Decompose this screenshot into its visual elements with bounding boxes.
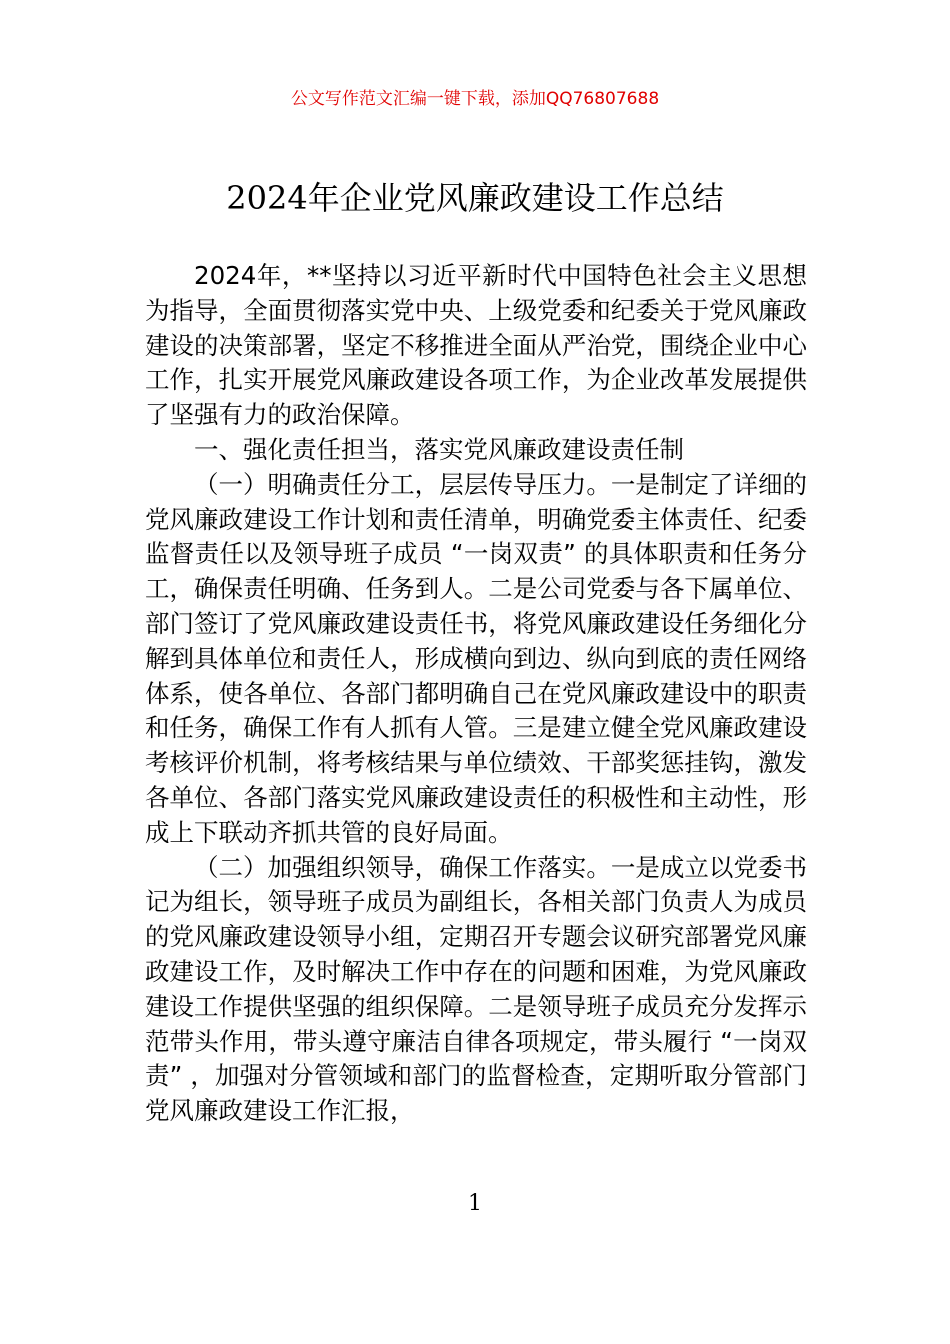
page-number: 1 <box>468 1191 482 1216</box>
document-body <box>145 259 807 1129</box>
page-title: 2024年企业党风廉政建设工作总结 <box>226 179 724 217</box>
body-paragraph: （二）加强组织领导，确保工作落实。一是成立以党委书记为组长，领导班子成员为副组长，各相关部门负责人为成员的党风廉政建设领导小组，定期召开专题会议研究部署党风廉政建设工作，及时解决工作中存在的问题和困难，为党风廉政建设工作提供坚强的组织保障。二是领导班子成员充分发挥示范带头作用，带头遵守廉洁自律各项规定，带头履行 “一岗双责” ，加强对分管领域和部门的监督检查，定期听取分管部门党风廉政建设工作汇报， <box>145 852 807 1126</box>
section-heading: 一、强化责任担当，落实党风廉政建设责任制 <box>194 434 684 464</box>
download-notice: 公文写作范文汇编一键下载，添加QQ76807688 <box>290 89 660 109</box>
intro-paragraph: 2024年，**坚持以习近平新时代中国特色社会主义思想为指导，全面贯彻落实党中央、上级党委和纪委关于党风廉政建设的决策部署，坚定不移推进全面从严治党，围绕企业中心工作，扎实开展党风廉政建设各项工作，为企业改革发展提供了坚强有力的政治保障。 <box>145 261 807 430</box>
body-paragraph: （一）明确责任分工，层层传导压力。一是制定了详细的党风廉政建设工作计划和责任清单，明确党委主体责任、纪委监督责任以及领导班子成员 “一岗双责” 的具体职责和任务分工，确保责任明确、任务到人。二是公司党委与各下属单位、部门签订了党风廉政建设责任书，将党风廉政建设任务细化分解到具体单位和责任人，形成横向到边、纵向到底的责任网络体系，使各单位、各部门都明确自己在党风廉政建设中的职责和任务，确保工作有人抓有人管。三是建立健全党风廉政建设考核评价机制，将考核结果与单位绩效、干部奖惩挂钩，激发各单位、各部门落实党风廉政建设责任的积极性和主动性，形成上下联动齐抓共管的良好局面。 <box>145 469 807 847</box>
